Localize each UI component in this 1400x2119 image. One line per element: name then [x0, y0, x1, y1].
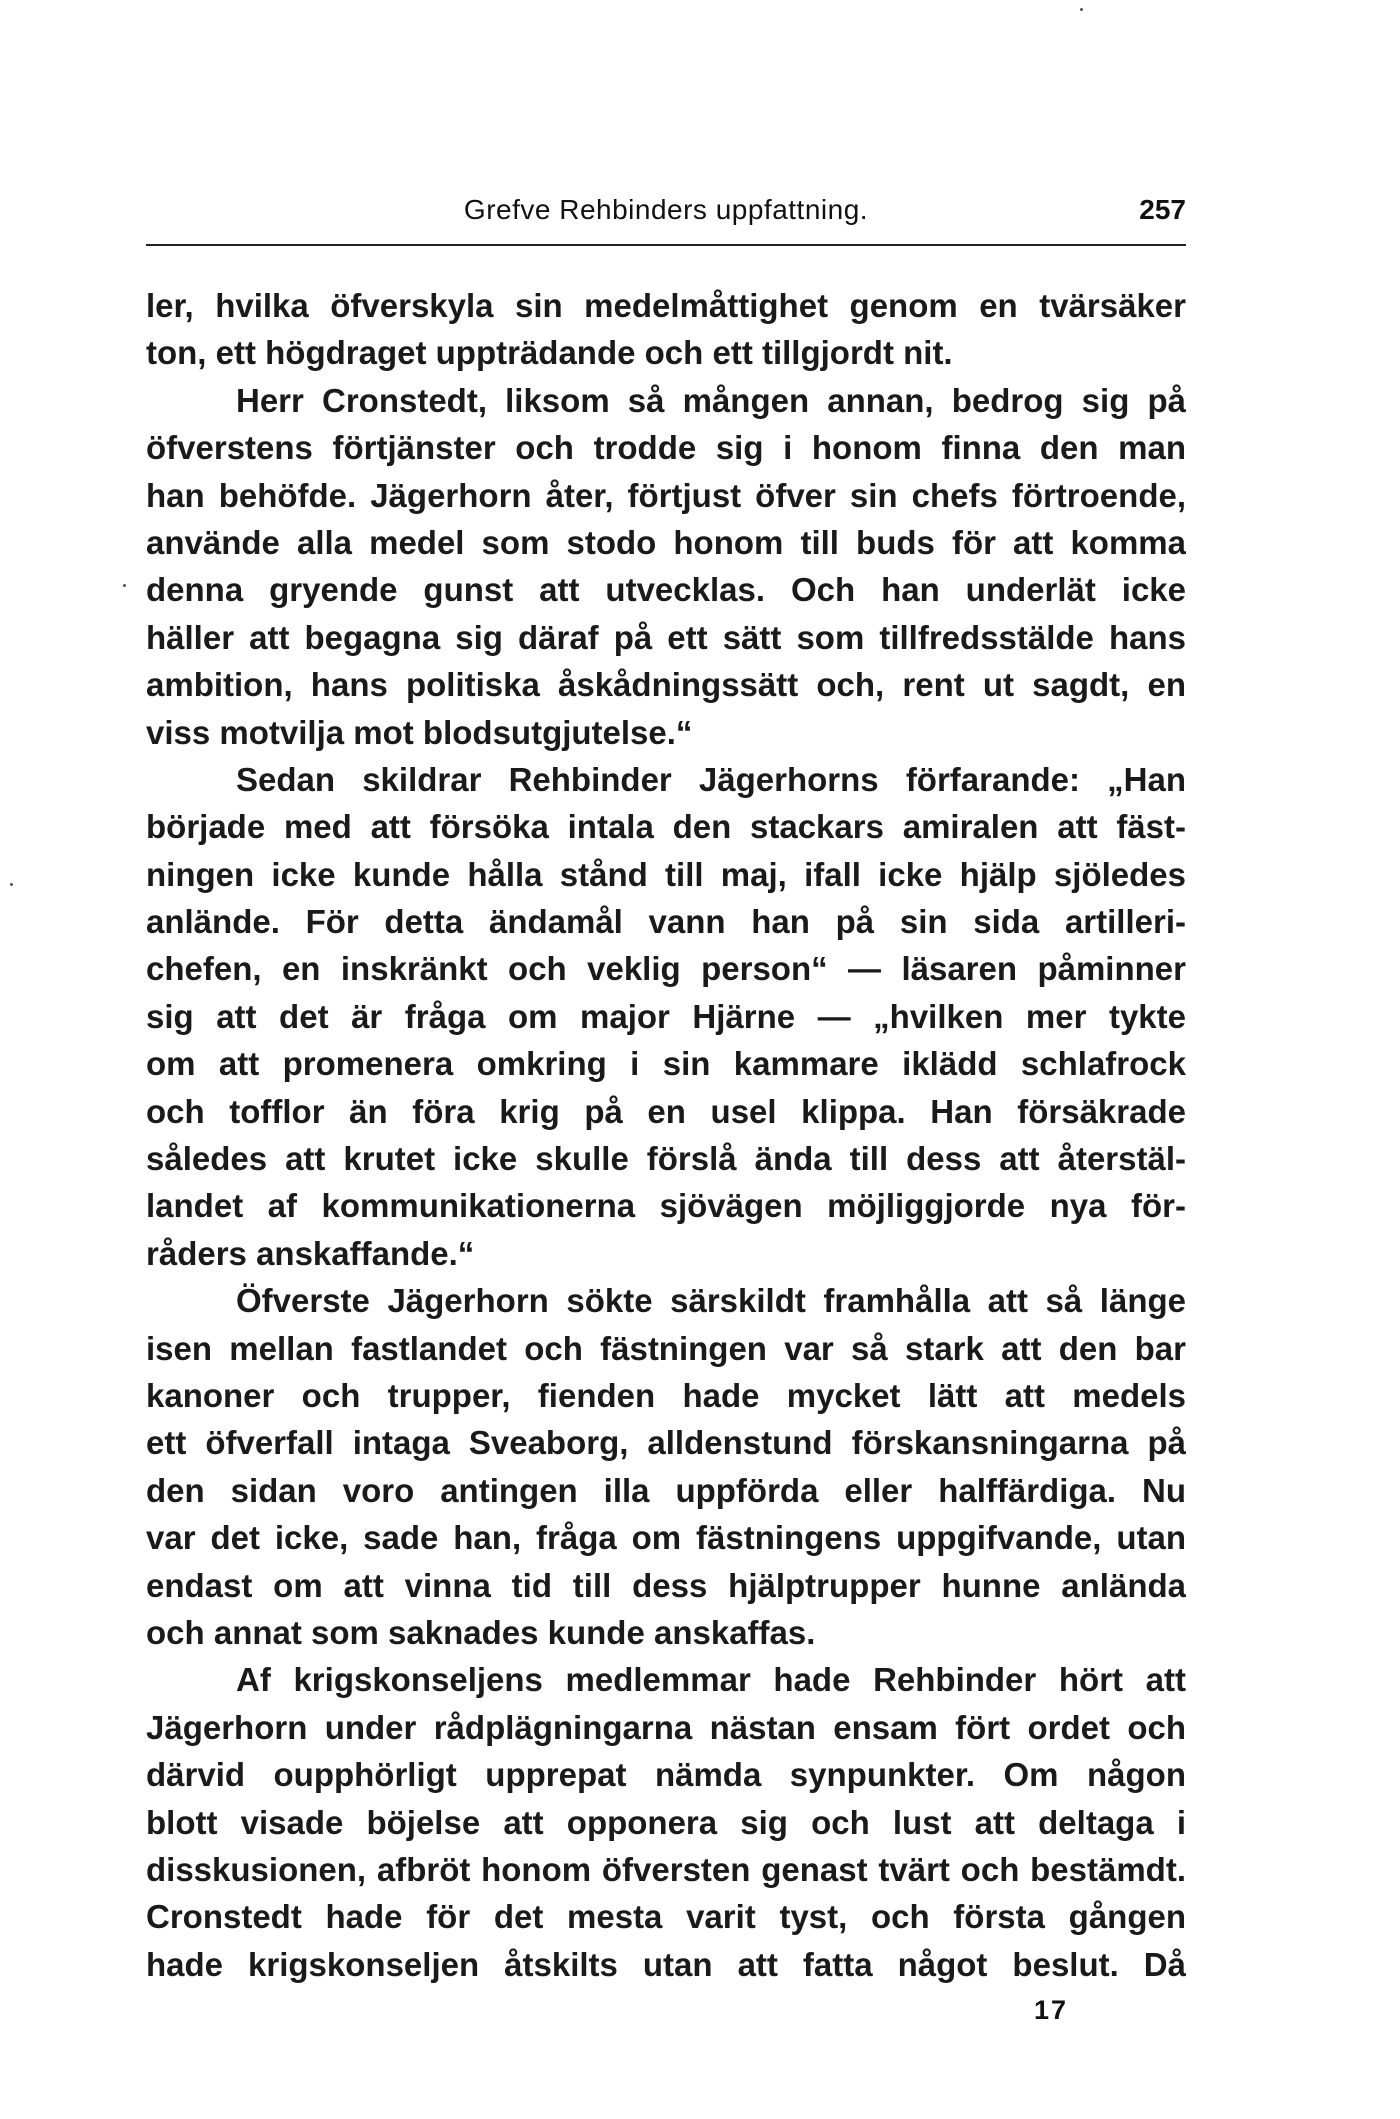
- margin-dot: [123, 584, 126, 587]
- text-line: anlände. För detta ändamål vann han på sin sida artilleri-: [146, 903, 1186, 941]
- text-line: började med att försöka intala den stackars amiralen att fäst-: [146, 808, 1186, 846]
- text-line: chefen, en inskränkt och veklig person“ — läsaren påminner: [146, 950, 1186, 988]
- text-line: ler, hvilka öfverskyla sin medelmåttighet genom en tvärsäker: [146, 287, 1186, 324]
- paragraph-3: [146, 756, 1186, 1277]
- text-line: isen mellan fastlandet och fästningen var så stark att den bar: [146, 1329, 1186, 1367]
- text-line: han behöfde. Jägerhorn åter, förtjust öfver sin chefs förtroende,: [146, 476, 1186, 514]
- text-line: råders anskaffande.“: [146, 1234, 475, 1272]
- text-line: den sidan voro antingen illa uppförda eller halffärdiga. Nu: [146, 1471, 1186, 1509]
- body-text: [146, 282, 1186, 1988]
- margin-dot: [1080, 8, 1083, 11]
- text-line: hade krigskonseljen åtskilts utan att fatta något beslut. Då: [146, 1945, 1186, 1983]
- running-title: Grefve Rehbinders uppfattning.: [463, 194, 869, 225]
- header-rule: [146, 244, 1186, 246]
- text-line: ett öfverfall intaga Sveaborg, alldenstund förskansningarna på: [146, 1424, 1186, 1462]
- text-line: denna gryende gunst att utvecklas. Och han underlät icke: [146, 571, 1186, 609]
- text-line: Jägerhorn under rådplägningarna nästan ensam fört ordet och: [146, 1708, 1186, 1746]
- paragraph-1: [146, 282, 1186, 377]
- text-line: och annat som saknades kunde anskaffas.: [146, 1613, 816, 1651]
- margin-dot: [10, 883, 13, 886]
- text-line: därvid oupphörligt upprepat nämda synpunkter. Om någon: [146, 1756, 1186, 1794]
- running-head: [146, 190, 1186, 240]
- text-line: var det icke, sade han, fråga om fästningens uppgifvande, utan: [146, 1519, 1186, 1557]
- text-line: använde alla medel som stodo honom till buds för att komma: [146, 523, 1186, 561]
- paragraph-5: [146, 1656, 1186, 1988]
- text-line: viss motvilja mot blodsutgjutelse.“: [146, 713, 693, 751]
- text-line: disskusionen, afbröt honom öfversten genast tvärt och bestämdt.: [146, 1850, 1186, 1888]
- text-line: sig att det är fråga om major Hjärne — „hvilken mer tykte: [146, 997, 1186, 1035]
- text-line: och tofflor än föra krig på en usel klippa. Han försäkrade: [146, 1092, 1186, 1130]
- text-line: ton, ett högdraget uppträdande och ett tillgjordt nit.: [146, 334, 953, 372]
- signature-mark: 17: [1034, 1995, 1069, 2025]
- text-line: ningen icke kunde hålla stånd till maj, ifall icke hjälp sjöledes: [146, 855, 1186, 893]
- text-line: Sedan skildrar Rehbinder Jägerhorns förfarande: „Han: [236, 760, 1186, 798]
- text-line: således att krutet icke skulle förslå ända till dess att återstäl-: [146, 1140, 1186, 1178]
- text-line: endast om att vinna tid till dess hjälptrupper hunne anlända: [146, 1566, 1186, 1604]
- text-line: ambition, hans politiska åskådningssätt och, rent ut sagdt, en: [146, 666, 1186, 704]
- text-line: Öfverste Jägerhorn sökte särskildt framhålla att så länge: [236, 1282, 1186, 1320]
- text-line: Herr Cronstedt, liksom så mången annan, bedrog sig på: [236, 381, 1186, 419]
- text-line: Af krigskonseljens medlemmar hade Rehbinder hört att: [236, 1661, 1186, 1699]
- text-line: landet af kommunikationerna sjövägen möjliggjorde nya för-: [146, 1187, 1186, 1225]
- text-line: om att promenera omkring i sin kammare iklädd schlafrock: [146, 1045, 1186, 1083]
- text-line: häller att begagna sig däraf på ett sätt som tillfredsstälde hans: [146, 618, 1186, 656]
- text-line: Cronstedt hade för det mesta varit tyst, och första gången: [146, 1898, 1186, 1936]
- text-line: blott visade böjelse att opponera sig och lust att deltaga i: [146, 1803, 1186, 1841]
- text-line: öfverstens förtjänster och trodde sig i honom finna den man: [146, 429, 1186, 467]
- text-line: kanoner och trupper, fienden hade mycket lätt att medels: [146, 1376, 1186, 1414]
- paragraph-2: [146, 377, 1186, 756]
- paragraph-4: [146, 1277, 1186, 1656]
- page-number: 257: [1139, 194, 1186, 225]
